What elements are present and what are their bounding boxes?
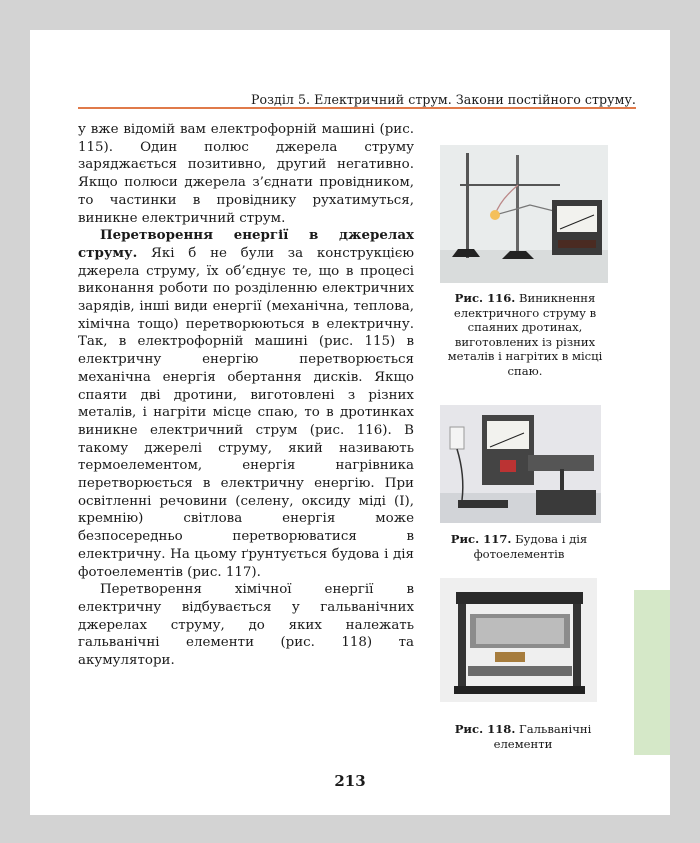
figure-118-photo	[440, 578, 597, 702]
thermocouple-illustration	[440, 145, 608, 283]
page-number: 213	[334, 772, 366, 790]
running-header: Розділ 5. Електричний струм. Закони постійного струму.	[250, 92, 636, 107]
paragraph-1: у вже відомій вам електрофорній машині (рис. 115). Один полюс джерела струму заряджається позитивно, другий негативно. Якщо полюси джерела з’єднати провідником, то частинки в провіднику рухатимуться, виникне електричний струм.	[78, 122, 414, 226]
header-rule	[78, 107, 636, 109]
section-side-tab	[634, 590, 670, 755]
figure-117-label: Рис. 117.	[450, 532, 512, 546]
figure-118-label: Рис. 118.	[454, 722, 516, 736]
figure-118-caption: Рис. 118. Гальванічні елементи	[454, 722, 592, 751]
galvanic-cell-illustration	[440, 578, 597, 702]
figure-116-photo	[440, 145, 608, 283]
paragraph-2-text: Які б не були за конструкцією джерела струму, їх об’єднує те, що в процесі виконання роботи по розділенню електричних зарядів, інші види енергії (механічна, теплова, хімічна тощо) перетворюються в електричну. Так, в електрофорній машині (рис. 115) в електричну енергію перетворюється механічна енергія обертання дисків. Якщо спаяти дві дротини, виготовлені з різних металів, і нагріти місце спаю, то в дротинках виникне електричний струм (рис. 116). В такому джерелі струму, який називають термоелементом, енергія нагрівника перетворюється в електричну енергію. При освітленні речовини (селену, оксиду міді (I), кремнію) світлова енергія може безпосередньо перетворюватися в електричну. На цьому ґрунтується будова і дія фотоелементів (рис. 117).	[78, 245, 414, 580]
main-text-column	[78, 121, 414, 670]
figure-117-caption: Рис. 117. Будова і дія фотоелементів	[450, 532, 588, 561]
paragraph-3: Перетворення хімічної енергії в електричну відбувається у гальванічних джерелах струму, до яких належать гальванічні елементи (рис. 118) та акумулятори.	[78, 582, 414, 669]
figure-117-photo	[440, 405, 601, 523]
figure-116-label: Рис. 116.	[454, 291, 516, 305]
figure-116-caption: Рис. 116. Виникнення електричного струму в спаяних дротинах, виготовлених із різних металів і нагрітих в місці спаю.	[447, 291, 603, 378]
photocell-illustration	[440, 405, 601, 523]
paragraph-2-heading: Перетворення енергії в джерелах струму.	[78, 227, 414, 261]
paragraph-2	[78, 227, 414, 581]
